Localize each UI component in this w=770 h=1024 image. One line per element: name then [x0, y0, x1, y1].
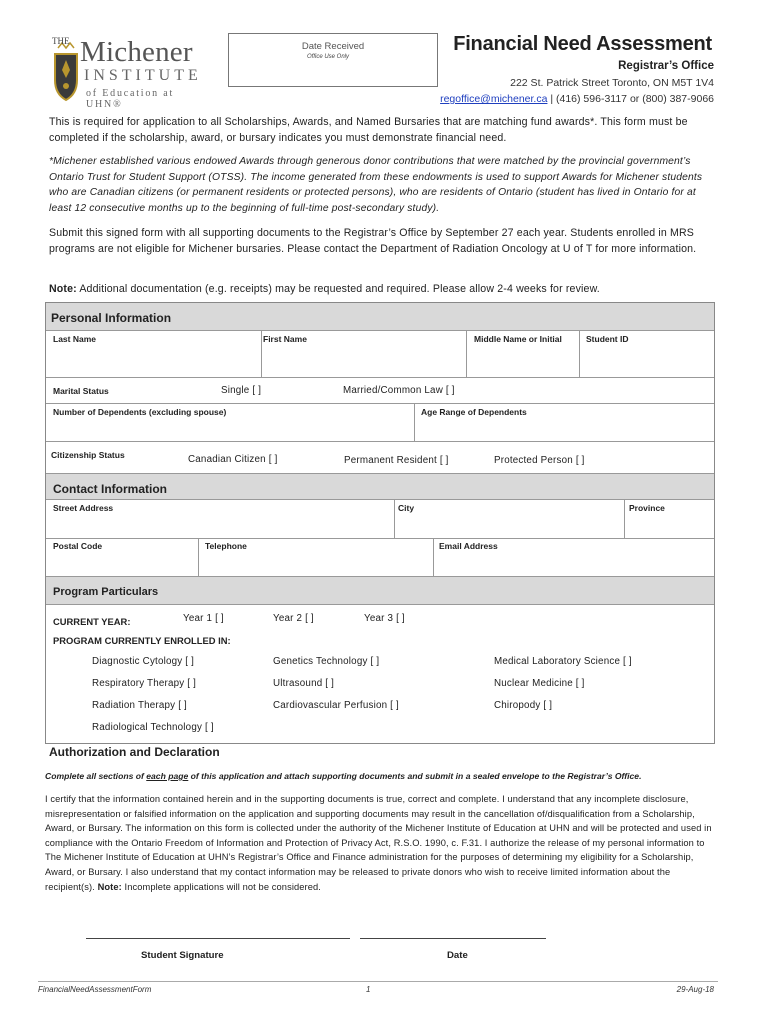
intro-paragraph-1: This is required for application to all Scholarships, Awards, and Named Bursaries that are matching fund awards*. This form must be completed if the scholarship, award, or bursary indicates you must demonstrate financial need. [49, 116, 688, 144]
certification-note-label: Note: [97, 881, 122, 892]
application-form [45, 302, 715, 744]
program-checkbox[interactable]: Diagnostic Cytology [ ] [92, 656, 195, 667]
intro-paragraph-2: *Michener established various endowed Awards through generous donor contributions that were matched by the provincial government’s Ontario Trust for Student Support (OTSS). The income generated from these endowments is used to support Awards for Michener students who are Canadian citizens (or permanent residents or protected persons), who are residents of Ontario (student has lived in Ontario for at least 12 consecutive months up to the beginning of full-time post-secondary study). [49, 156, 703, 214]
student-id-field[interactable]: Student ID [586, 334, 629, 344]
year1-checkbox[interactable]: Year 1 [ ] [183, 613, 224, 624]
date-line[interactable] [360, 938, 546, 939]
date-label: Date [447, 950, 468, 961]
office-address: 222 St. Patrick Street Toronto, ON M5T 1V4 [510, 77, 714, 89]
city-field[interactable]: City [398, 503, 415, 513]
enrolled-label: PROGRAM CURRENTLY ENROLLED IN: [53, 635, 231, 646]
footer-form-name: FinancialNeedAssessmentForm [38, 985, 152, 994]
program-header [46, 576, 714, 605]
logo-education: of Education at UHN® [86, 88, 175, 110]
personal-info-header [46, 303, 714, 331]
office-contact [440, 93, 714, 105]
logo-institute: INSTITUTE [84, 67, 202, 84]
certification-note-text: Incomplete applications will not be considered. [121, 881, 321, 892]
date-received-box[interactable] [228, 33, 438, 87]
permanent-resident-checkbox[interactable]: Permanent Resident [ ] [344, 455, 449, 466]
program-checkbox[interactable]: Chiropody [ ] [494, 700, 553, 711]
email-link[interactable]: regoffice@michener.ca [440, 93, 548, 105]
logo-name: Michener [80, 36, 193, 68]
middle-name-field[interactable]: Middle Name or Initial [474, 334, 562, 344]
age-range-field[interactable]: Age Range of Dependents [421, 407, 527, 417]
program-checkbox[interactable]: Radiation Therapy [ ] [92, 700, 187, 711]
intro-note [49, 281, 715, 297]
crest-icon [52, 40, 80, 102]
last-name-field[interactable]: Last Name [53, 334, 96, 344]
marital-status-label: Marital Status [53, 386, 109, 396]
logo-the: THE [52, 36, 70, 46]
signature-label: Student Signature [141, 950, 224, 961]
program-checkbox[interactable]: Radiological Technology [ ] [92, 722, 214, 733]
phone-numbers: | (416) 596-3117 or (800) 387-9066 [547, 93, 714, 105]
protected-person-checkbox[interactable]: Protected Person [ ] [494, 455, 585, 466]
postal-code-field[interactable]: Postal Code [53, 541, 103, 551]
program-checkbox[interactable]: Medical Laboratory Science [ ] [494, 656, 632, 667]
year3-checkbox[interactable]: Year 3 [ ] [364, 613, 405, 624]
program-checkbox[interactable]: Respiratory Therapy [ ] [92, 678, 197, 689]
personal-info-title: Personal Information [51, 311, 172, 325]
contact-info-header [46, 473, 714, 500]
province-field[interactable]: Province [629, 503, 665, 513]
note-text: Additional documentation (e.g. receipts) may be requested and required. Please allow 2-4 weeks for review. [76, 283, 600, 295]
registrar-office: Registrar’s Office [618, 60, 714, 72]
authorization-title: Authorization and Declaration [49, 745, 220, 759]
certification-text [45, 792, 717, 894]
year2-checkbox[interactable]: Year 2 [ ] [273, 613, 314, 624]
note-label: Note: [49, 283, 77, 295]
certification-body: I certify that the information contained herein and in the supporting documents is true, correct and complete. I understand that any incomplete disclosure, misrepresentation or falsified information on the application and supporting documents may result in the cancellation of/disqualification from a Scholarship, Award, or Bursary. The information on this form is collected under the authority of the Michener Institute of Education at UHN and will be protected and used in compliance with the Ontario Freedom of Information and Protection of Privacy Act, R.S.O. 1990, c. F.31. I authorize the release of my personal information to The Michener Institute of Education at UHN’s Registrar’s Office and Finance administration for the purposes of determining my eligibility for a Scholarship, Award, or Bursary. I also understand that my contact information may be released to private donors who wish to receive limited information about the recipient(s). [45, 794, 712, 892]
office-use-label: Office Use Only [307, 54, 350, 60]
instruction-underlined: each page [146, 771, 189, 781]
contact-info-title: Contact Information [53, 482, 167, 496]
authorization-instruction [45, 771, 641, 781]
signature-line[interactable] [86, 938, 350, 939]
michener-logo [50, 36, 212, 110]
citizenship-label: Citizenship Status [51, 450, 125, 460]
program-title: Program Particulars [53, 586, 159, 598]
first-name-field[interactable]: First Name [263, 334, 307, 344]
current-year-label: CURRENT YEAR: [53, 616, 131, 627]
intro-paragraph-3: Submit this signed form with all supporting documents to the Registrar’s Office by September 27 each year. Students enrolled in MRS programs are not eligible for Michener bursaries. Please contact the Department of Radiation Oncology at U of T for more information. [49, 227, 697, 255]
single-checkbox[interactable]: Single [ ] [221, 385, 262, 396]
street-address-field[interactable]: Street Address [53, 503, 114, 513]
canadian-citizen-checkbox[interactable]: Canadian Citizen [ ] [188, 454, 278, 465]
program-checkbox[interactable]: Cardiovascular Perfusion [ ] [273, 700, 399, 711]
form-title: Financial Need Assessment [453, 33, 712, 55]
dependents-field[interactable]: Number of Dependents (excluding spouse) [53, 407, 227, 417]
date-received-label: Date Received [301, 41, 365, 52]
program-checkbox[interactable]: Ultrasound [ ] [273, 678, 335, 689]
program-checkbox[interactable]: Genetics Technology [ ] [273, 656, 380, 667]
married-checkbox[interactable]: Married/Common Law [ ] [343, 385, 455, 396]
program-checkbox[interactable]: Nuclear Medicine [ ] [494, 678, 585, 689]
telephone-field[interactable]: Telephone [205, 541, 247, 551]
footer-date: 29-Aug-18 [676, 985, 714, 994]
footer-divider [38, 981, 718, 982]
instruction-post: of this application and attach supporting documents and submit in a sealed envelope to the Registrar’s Office. [188, 771, 642, 781]
email-address-field[interactable]: Email Address [439, 541, 498, 551]
instruction-pre: Complete all sections of [45, 771, 147, 781]
footer-page-number: 1 [366, 985, 371, 994]
